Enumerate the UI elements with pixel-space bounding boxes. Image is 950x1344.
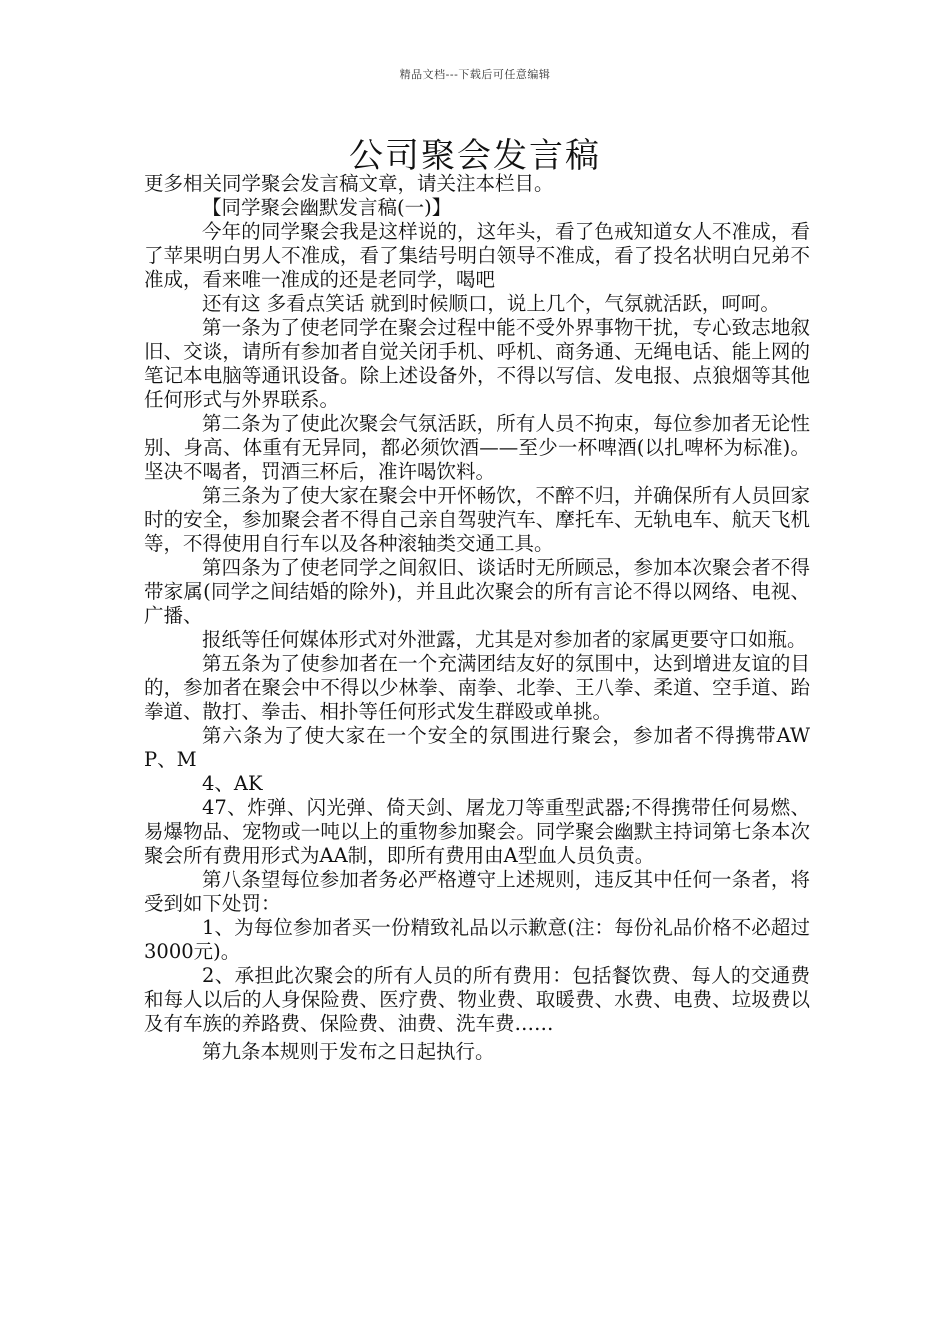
paragraph: 4、AK: [202, 772, 263, 795]
paragraph-rule-7: 47、炸弹、闪光弹、倚天剑、屠龙刀等重型武器;不得携带任何易燃、易爆物品、宠物或一吨以上的重物参加聚会。同学聚会幽默主持词第七条本次聚会所有费用形式为AA制，即所有费用由A型血人员负责。: [144, 796, 810, 867]
paragraph-intro: 更多相关同学聚会发言稿文章，请关注本栏目。: [144, 172, 554, 195]
paragraph-rule-8: 第八条望每位参加者务必严格遵守上述规则，违反其中任何一条者，将受到如下处罚：: [144, 868, 810, 915]
paragraph-rule-5: 第五条为了使参加者在一个充满团结友好的氛围中，达到增进友谊的目的，参加者在聚会中不得以少林拳、南拳、北拳、王八拳、柔道、空手道、跆拳道、散打、拳击、相扑等任何形式发生群殴或单挑。: [144, 652, 810, 723]
paragraph: 还有这 多看点笑话 就到时候顺口，说上几个，气氛就活跃，呵呵。: [202, 292, 780, 315]
paragraph-rule-1: 第一条为了使老同学在聚会过程中能不受外界事物干扰，专心致志地叙旧、交谈，请所有参加者自觉关闭手机、呼机、商务通、无绳电话、能上网的笔记本电脑等通讯设备。除上述设备外，不得以写信、发电报、点狼烟等其他任何形式与外界联系。: [144, 316, 810, 411]
paragraph-penalty-2: 2、承担此次聚会的所有人员的所有费用：包括餐饮费、每人的交通费和每人以后的人身保险费、医疗费、物业费、取暖费、水费、电费、垃圾费以及有车族的养路费、保险费、油费、洗车费……: [144, 964, 810, 1035]
paragraph-rule-6: 第六条为了使大家在一个安全的氛围进行聚会，参加者不得携带AWP、M: [144, 724, 810, 771]
header-note: 精品文档---下载后可任意编辑: [399, 68, 551, 81]
document-title: 公司聚会发言稿: [349, 136, 601, 176]
paragraph: 报纸等任何媒体形式对外泄露，尤其是对参加者的家属更要守口如瓶。: [202, 628, 807, 651]
paragraph-rule-4: 第四条为了使老同学之间叙旧、谈话时无所顾忌，参加本次聚会者不得带家属(同学之间结婚的除外)，并且此次聚会的所有言论不得以网络、电视、广播、: [144, 556, 810, 627]
document-body: [144, 172, 810, 1064]
paragraph-rule-3: 第三条为了使大家在聚会中开怀畅饮，不醉不归，并确保所有人员回家时的安全，参加聚会者不得自己亲自驾驶汽车、摩托车、无轨电车、航天飞机等，不得使用自行车以及各种滚轴类交通工具。: [144, 484, 810, 555]
paragraph: 今年的同学聚会我是这样说的，这年头，看了色戒知道女人不准成，看了苹果明白男人不准成，看了集结号明白领导不准成，看了投名状明白兄弟不准成，看来唯一准成的还是老同学，喝吧: [144, 220, 810, 291]
paragraph-section-heading: 【同学聚会幽默发言稿(一)】: [202, 196, 452, 219]
paragraph-rule-9: 第九条本规则于发布之日起执行。: [202, 1040, 495, 1063]
paragraph-rule-2: 第二条为了使此次聚会气氛活跃，所有人员不拘束，每位参加者无论性别、身高、体重有无异同，都必须饮酒——至少一杯啤酒(以扎啤杯为标准)。坚决不喝者，罚酒三杯后，准许喝饮料。: [144, 412, 810, 483]
paragraph-penalty-1: 1、为每位参加者买一份精致礼品以示歉意(注：每份礼品价格不必超过3000元)。: [144, 916, 810, 963]
